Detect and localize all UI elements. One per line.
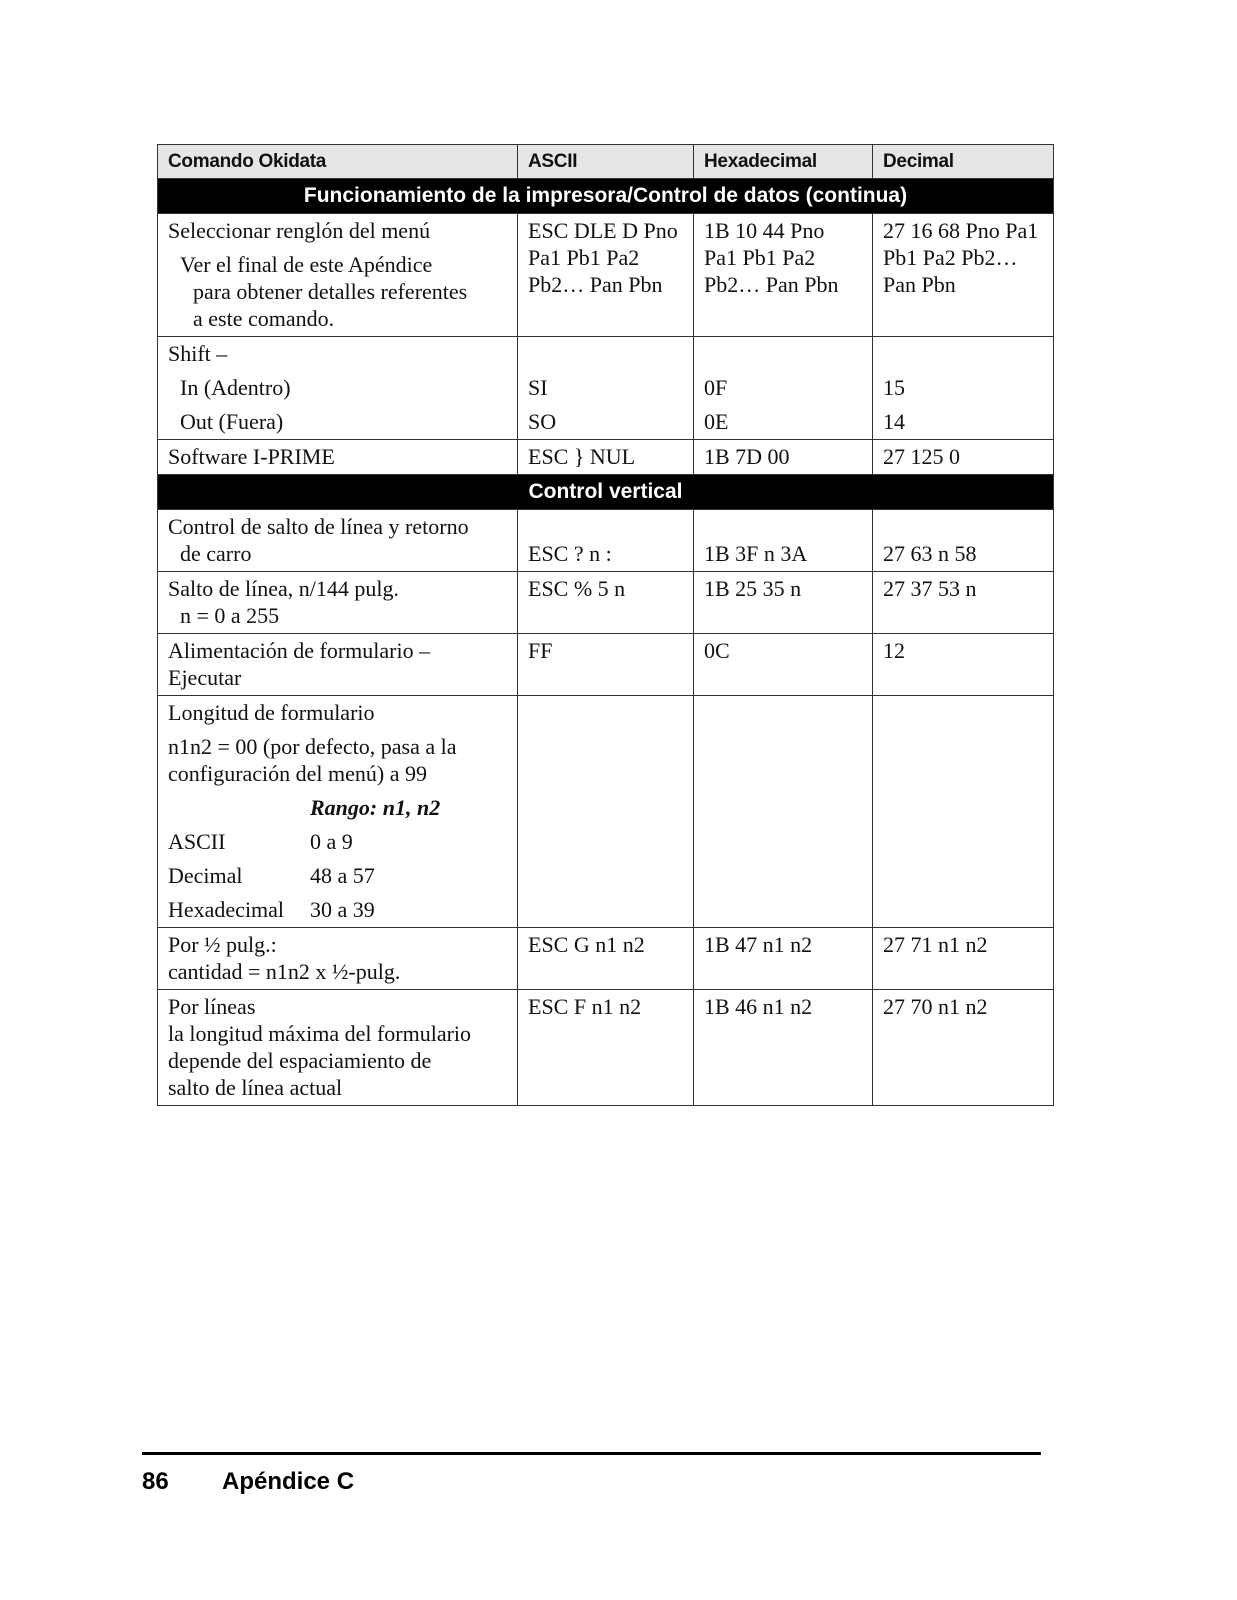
range-value: 48 a 57 [310,863,375,888]
ascii-value: SI [528,375,548,400]
hex-cell: 1B 10 44 Pno Pa1 Pb1 Pa2 Pb2… Pan Pbn [694,214,873,337]
table-row [158,337,1054,440]
command-note: la longitud máxima del formulario [168,1021,472,1046]
header-ascii: ASCII [518,145,694,179]
command-name: Por ½ pulg.: [168,932,277,957]
decimal-cell: 27 37 53 n [873,572,1054,634]
command-name: Salto de línea, n/144 pulg. [168,576,399,601]
section-title-printer-operation: Funcionamiento de la impresora/Control de datos (continua) [158,179,1054,214]
command-cell [158,337,518,440]
range-value: 0 a 9 [310,829,353,854]
hex-cell [694,510,873,572]
hex-cell: 0C [694,634,873,696]
footer-divider [142,1452,1041,1455]
decimal-cell: 12 [873,634,1054,696]
hex-value: 0E [704,409,729,434]
section-row [158,475,1054,510]
ascii-cell: FF [518,634,694,696]
hex-value: 0F [704,375,728,400]
decimal-cell [873,510,1054,572]
hex-cell: 1B 46 n1 n2 [694,990,873,1106]
command-name: Por líneas [168,994,256,1019]
table-row [158,634,1054,696]
footer-title: Apéndice C [222,1468,355,1495]
decimal-cell: 27 71 n1 n2 [873,928,1054,990]
header-hexadecimal: Hexadecimal [694,145,873,179]
table-row [158,440,1054,475]
command-note: n1n2 = 00 (por defecto, pasa a la [168,734,457,759]
ascii-cell: ESC } NUL [518,440,694,475]
command-note: depende del espaciamiento de [168,1048,432,1073]
ascii-cell [518,337,694,440]
ascii-cell [518,510,694,572]
ascii-cell: ESC DLE D Pno Pa1 Pb1 Pa2 Pb2… Pan Pbn [518,214,694,337]
range-header: Rango: n1, n2 [310,795,441,820]
command-name: Ejecutar [168,665,242,690]
decimal-cell [873,337,1054,440]
table-header-row [158,145,1054,179]
section-row [158,179,1054,214]
section-title-vertical-control: Control vertical [158,475,1054,510]
decimal-cell: 27 70 n1 n2 [873,990,1054,1106]
decimal-cell [873,696,1054,928]
range-value: 30 a 39 [310,897,375,922]
ascii-value: SO [528,409,557,434]
range-label: Hexadecimal [168,897,285,922]
decimal-value: 15 [883,375,905,400]
command-cell: Software I-PRIME [158,440,518,475]
decimal-cell: 27 125 0 [873,440,1054,475]
command-option: In (Adentro) [180,375,291,400]
table-row [158,214,1054,337]
command-name: de carro [180,541,252,566]
command-note: salto de línea actual [168,1075,343,1100]
command-note: a este comando. [193,306,335,331]
command-cell [158,634,518,696]
command-note: n = 0 a 255 [180,603,280,628]
decimal-value: 27 63 n 58 [883,541,977,566]
hex-cell: 1B 47 n1 n2 [694,928,873,990]
command-name: Longitud de formulario [168,700,375,725]
table-row [158,928,1054,990]
header-decimal: Decimal [873,145,1054,179]
command-name: Shift – [168,341,228,366]
command-cell [158,990,518,1106]
table-row [158,510,1054,572]
ascii-cell: ESC F n1 n2 [518,990,694,1106]
command-table [157,144,1054,1106]
command-note: configuración del menú) a 99 [168,761,428,786]
command-cell [158,696,518,928]
command-name: Seleccionar renglón del menú [168,218,431,243]
command-note: cantidad = n1n2 x ½-pulg. [168,959,401,984]
command-name: Control de salto de línea y retorno [168,514,469,539]
decimal-cell: 27 16 68 Pno Pa1 Pb1 Pa2 Pb2… Pan Pbn [873,214,1054,337]
hex-cell: 1B 7D 00 [694,440,873,475]
command-note: Ver el final de este Apéndice [180,252,433,277]
command-note: para obtener detalles referentes [193,279,468,304]
command-cell [158,214,518,337]
hex-cell: 1B 25 35 n [694,572,873,634]
command-cell [158,572,518,634]
range-table [168,794,507,923]
table-row [158,990,1054,1106]
decimal-value: 14 [883,409,905,434]
command-option: Out (Fuera) [180,409,284,434]
ascii-cell: ESC G n1 n2 [518,928,694,990]
command-cell [158,928,518,990]
table-row [158,696,1054,928]
command-cell [158,510,518,572]
ascii-cell: ESC % 5 n [518,572,694,634]
range-label: Decimal [168,863,243,888]
hex-value: 1B 3F n 3A [704,541,808,566]
header-command: Comando Okidata [158,145,518,179]
range-label: ASCII [168,829,226,854]
ascii-cell [518,696,694,928]
command-name: Alimentación de formulario – [168,638,431,663]
page-number: 86 [142,1468,169,1495]
hex-cell [694,696,873,928]
ascii-value: ESC ? n : [528,541,612,566]
table-row [158,572,1054,634]
hex-cell [694,337,873,440]
